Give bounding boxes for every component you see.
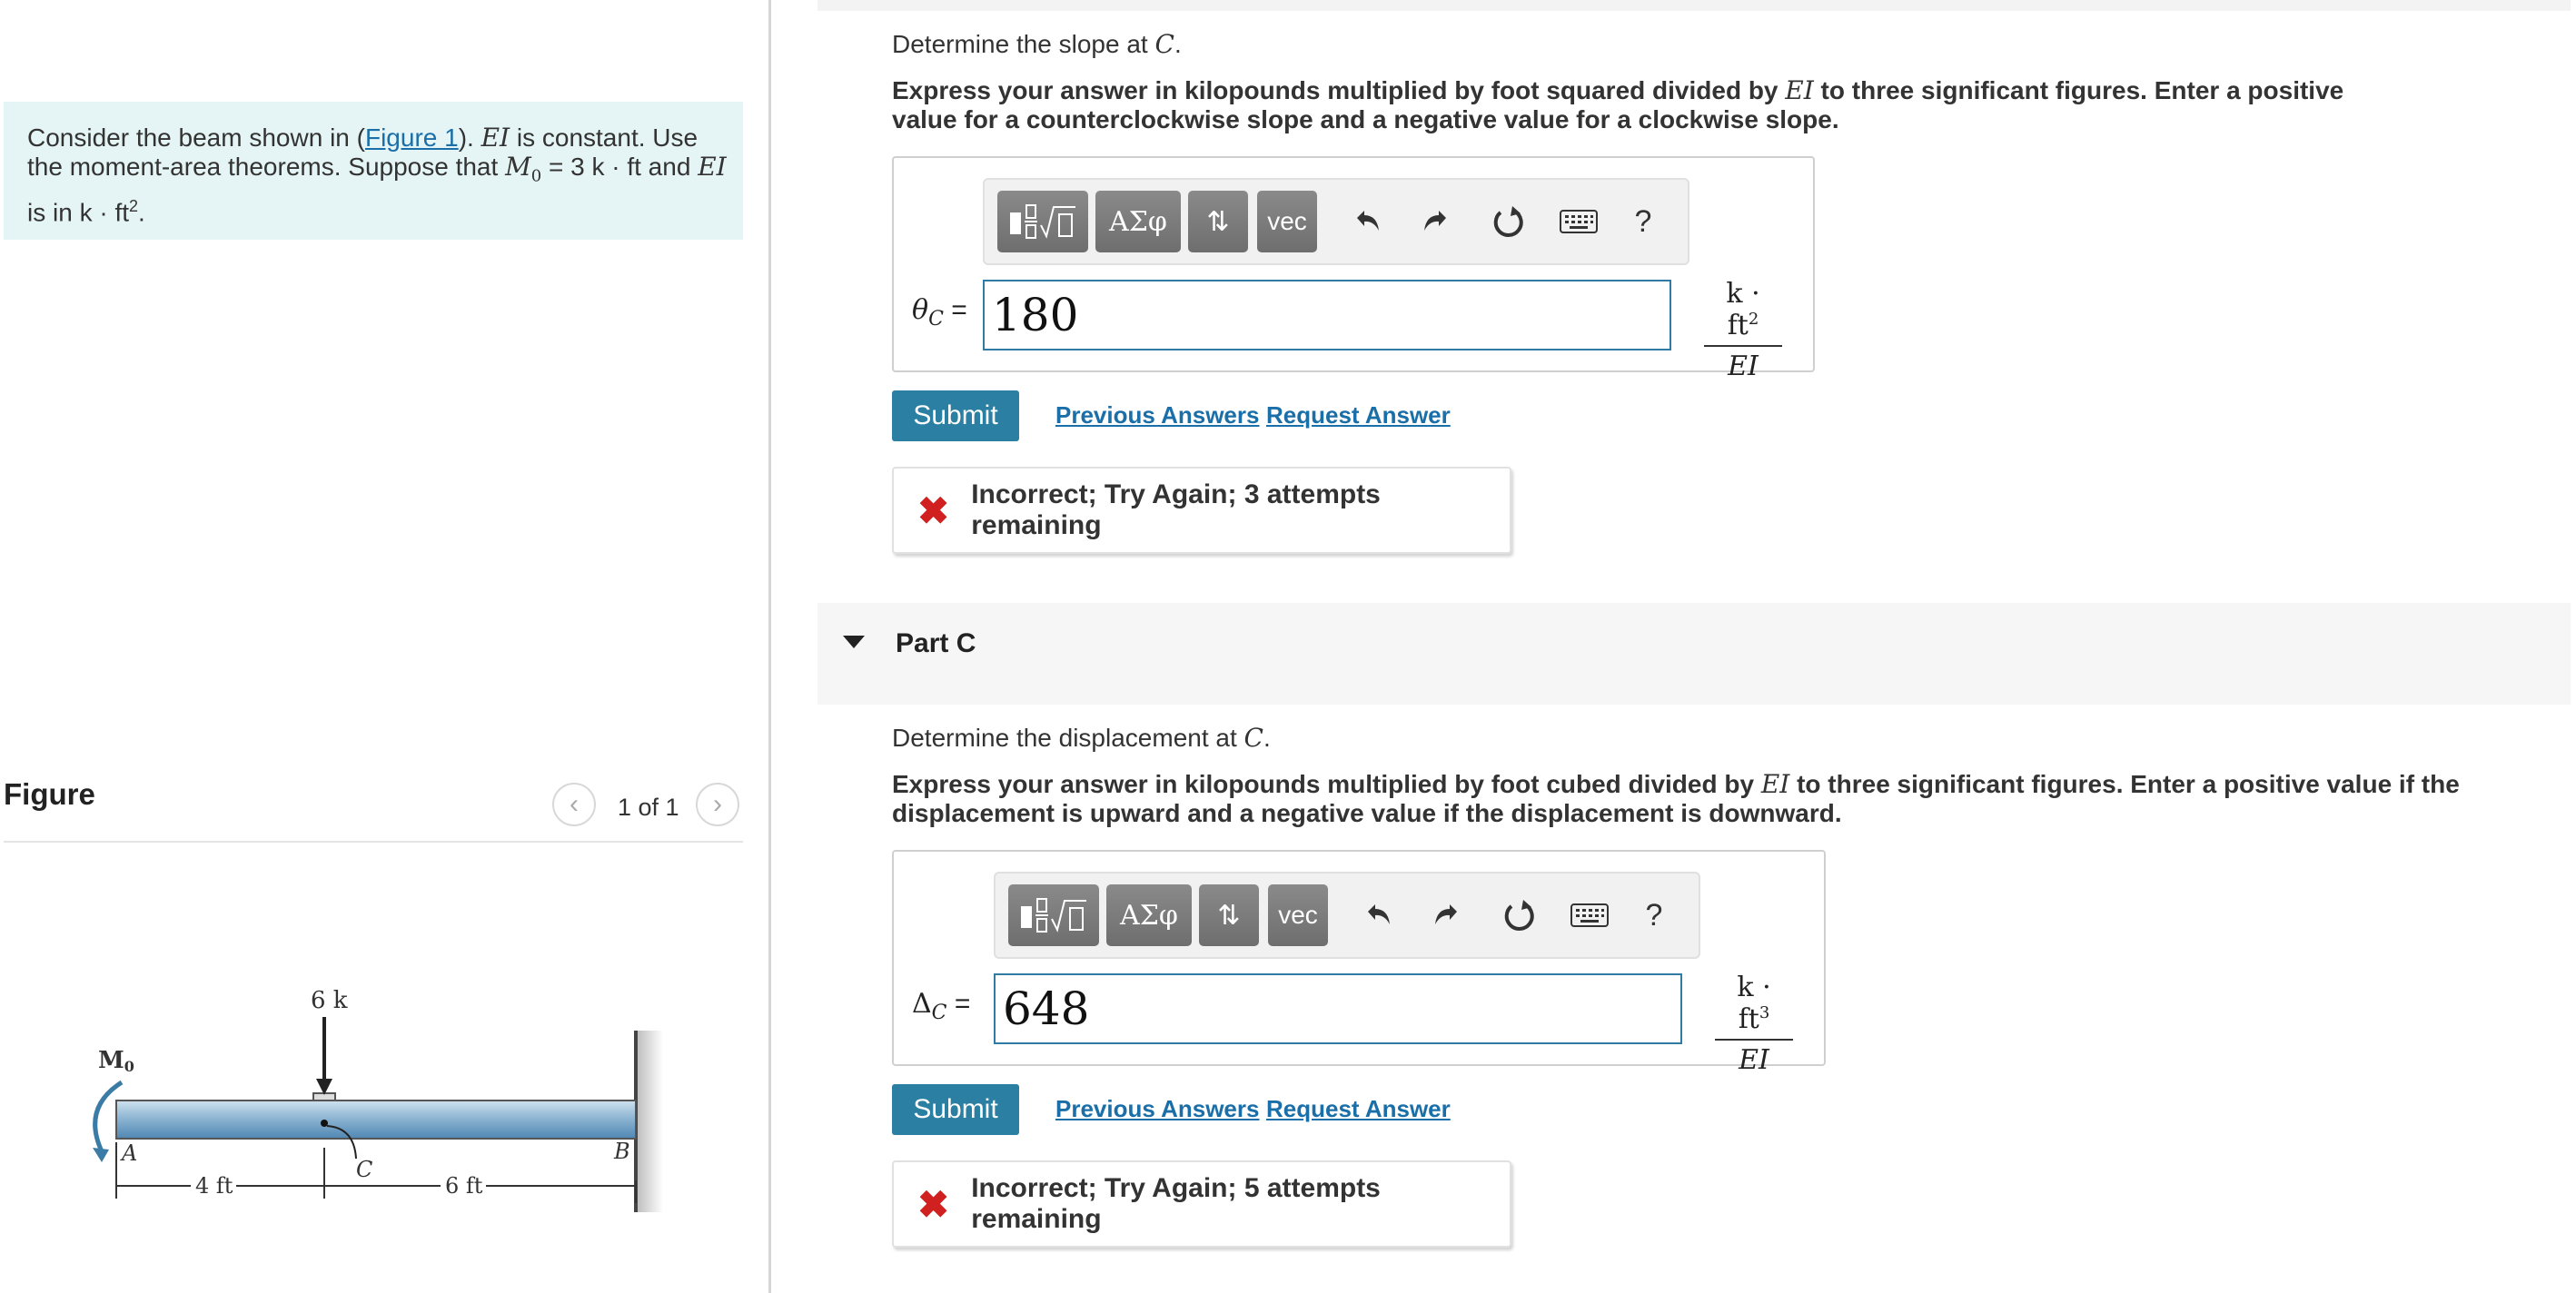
undo-button[interactable] bbox=[1350, 888, 1404, 943]
delta-c-input[interactable]: 648 bbox=[994, 973, 1682, 1044]
part-b-question-post: . bbox=[1174, 30, 1182, 58]
part-c-unit-exponent: 3 bbox=[1759, 1003, 1770, 1022]
part-c-previous-answers-link[interactable]: Previous Answers bbox=[1055, 1095, 1260, 1122]
problem-text bbox=[27, 123, 727, 227]
redo-button[interactable] bbox=[1421, 888, 1475, 943]
moment-label bbox=[98, 1047, 134, 1075]
problem-text-c: = 3 k · ft and bbox=[541, 153, 698, 181]
part-b-instructions bbox=[892, 76, 2400, 134]
part-c-feedback-text: Incorrect; Try Again; 5 attempts remaining bbox=[971, 1173, 1381, 1234]
fraction-sqrt-icon bbox=[1006, 202, 1079, 242]
theta-c-subscript: C bbox=[928, 308, 944, 331]
redo-button[interactable] bbox=[1410, 194, 1464, 249]
delta-c-equals: = bbox=[946, 989, 971, 1019]
part-b-math-toolbar bbox=[983, 178, 1689, 265]
part-c-unit-denominator: EI bbox=[1739, 1044, 1769, 1076]
point-c-marker bbox=[321, 1120, 328, 1127]
exponent-2: 2 bbox=[129, 196, 139, 215]
help-button[interactable]: ? bbox=[1645, 897, 1663, 933]
problem-text-d: is in k · ft bbox=[27, 197, 130, 226]
panel-divider bbox=[768, 0, 771, 1293]
m0-subscript: 0 bbox=[530, 166, 542, 186]
part-c-feedback bbox=[892, 1160, 1511, 1248]
theta-symbol: θ bbox=[912, 294, 929, 326]
moment-arrowhead bbox=[93, 1148, 109, 1162]
delta-symbol: Δ bbox=[912, 988, 932, 1020]
redo-icon bbox=[1419, 203, 1455, 240]
redo-icon bbox=[1430, 897, 1466, 933]
m0-symbol: M bbox=[505, 152, 531, 182]
fraction-sqrt-icon bbox=[1017, 895, 1090, 935]
beam-figure bbox=[82, 981, 663, 1226]
reset-icon bbox=[1490, 203, 1526, 240]
figure-1-link[interactable]: Figure 1 bbox=[364, 123, 459, 152]
part-c-answer-box bbox=[892, 850, 1826, 1076]
incorrect-icon: ✖ bbox=[917, 1182, 950, 1226]
keyboard-icon bbox=[1570, 902, 1610, 929]
part-c-instructions bbox=[892, 770, 2558, 828]
reset-button[interactable] bbox=[1491, 888, 1546, 943]
part-b-unit-num-text: k · ft bbox=[1726, 278, 1760, 341]
part-c-header[interactable] bbox=[817, 603, 2571, 705]
part-b-question bbox=[892, 29, 1182, 59]
ei-symbol-2: EI bbox=[698, 152, 727, 182]
greek-symbols-button[interactable]: ΑΣφ bbox=[1095, 191, 1181, 252]
undo-icon bbox=[1359, 897, 1395, 933]
part-c-unit-fraction-bar bbox=[1715, 1039, 1793, 1041]
incorrect-icon: ✖ bbox=[917, 489, 950, 532]
part-b-answer-box bbox=[892, 156, 1815, 382]
point-c-label: C bbox=[356, 1157, 373, 1182]
figure-next-button[interactable] bbox=[696, 783, 739, 826]
point-a-label: A bbox=[122, 1140, 138, 1166]
caret-down-icon[interactable] bbox=[843, 636, 865, 648]
beam bbox=[116, 1101, 636, 1139]
figure-title: Figure bbox=[4, 777, 95, 811]
part-b-request-answer-link[interactable]: Request Answer bbox=[1266, 401, 1451, 429]
load-label: 6 k bbox=[311, 987, 348, 1014]
part-b-inst-post: to three significant figures. Enter a positive value for a counterclockwise slope and a negative value for a clockwise slope. bbox=[892, 76, 2344, 133]
greek-symbols-button[interactable]: ΑΣφ bbox=[1106, 884, 1192, 946]
part-c-question-post: . bbox=[1263, 724, 1271, 752]
figure-divider bbox=[4, 841, 743, 843]
moment-label-sub: 0 bbox=[124, 1058, 134, 1075]
part-b-inst-pre: Express your answer in kilopounds multiplied by foot squared divided by bbox=[892, 76, 1786, 104]
wall-shading bbox=[636, 1031, 663, 1212]
part-b-feedback bbox=[892, 467, 1511, 554]
ei-symbol: EI bbox=[481, 123, 510, 153]
arrows-button[interactable]: ⇅ bbox=[1188, 191, 1248, 252]
part-b-question-var: C bbox=[1154, 29, 1174, 59]
part-c-unit-numerator bbox=[1715, 972, 1793, 1035]
part-c-request-answer-link[interactable]: Request Answer bbox=[1266, 1095, 1451, 1122]
part-c-math-toolbar bbox=[994, 872, 1700, 959]
theta-c-input[interactable]: 180 bbox=[983, 280, 1671, 350]
problem-intro: Consider the beam shown in ( bbox=[27, 123, 365, 152]
part-c-inst-post: to three significant figures. Enter a positive value if the displacement is upward and a negative value if the displacement is downward. bbox=[892, 770, 2460, 827]
part-c-question-pre: Determine the displacement at bbox=[892, 724, 1244, 752]
part-c-submit-button[interactable]: Submit bbox=[892, 1084, 1019, 1135]
dim-label-4ft: 4 ft bbox=[195, 1173, 233, 1199]
part-c-unit-num-text: k · ft bbox=[1737, 972, 1771, 1035]
undo-button[interactable] bbox=[1339, 194, 1393, 249]
vec-button[interactable]: vec bbox=[1268, 884, 1328, 946]
figure-prev-button[interactable] bbox=[552, 783, 596, 826]
part-b-question-pre: Determine the slope at bbox=[892, 30, 1155, 58]
undo-icon bbox=[1348, 203, 1384, 240]
chevron-left-icon: ‹ bbox=[570, 789, 579, 819]
reset-icon bbox=[1501, 897, 1537, 933]
delta-c-subscript: C bbox=[931, 1002, 947, 1024]
part-b-previous-answers-link[interactable]: Previous Answers bbox=[1055, 401, 1260, 429]
part-b-top-strip bbox=[817, 0, 2571, 11]
part-b-feedback-text: Incorrect; Try Again; 3 attempts remaining bbox=[971, 479, 1381, 540]
help-button[interactable]: ? bbox=[1634, 203, 1652, 239]
part-c-title: Part C bbox=[896, 628, 976, 658]
part-c-unit bbox=[1715, 972, 1793, 1076]
part-b-inst-var: EI bbox=[1785, 75, 1814, 105]
problem-text-a: ). bbox=[458, 123, 481, 152]
part-c-question-var: C bbox=[1243, 723, 1263, 753]
arrows-button[interactable]: ⇅ bbox=[1199, 884, 1259, 946]
templates-button[interactable] bbox=[997, 191, 1088, 252]
keyboard-icon bbox=[1559, 208, 1599, 235]
point-b-label: B bbox=[614, 1139, 630, 1164]
theta-c-label bbox=[912, 294, 967, 331]
part-c-inst-var: EI bbox=[1760, 769, 1790, 799]
part-b-unit-numerator bbox=[1704, 278, 1782, 341]
moment-label-m: M bbox=[98, 1047, 124, 1074]
reset-button[interactable] bbox=[1481, 194, 1535, 249]
keyboard-button[interactable] bbox=[1550, 194, 1608, 249]
delta-c-label bbox=[912, 988, 970, 1024]
figure-counter: 1 of 1 bbox=[618, 794, 679, 821]
dim-label-6ft: 6 ft bbox=[445, 1173, 483, 1199]
problem-text-b: is constant. Use the moment-area theorems. Suppose that bbox=[27, 123, 698, 181]
part-b-submit-button[interactable]: Submit bbox=[892, 390, 1019, 441]
vec-button[interactable]: vec bbox=[1257, 191, 1317, 252]
part-b-unit-fraction-bar bbox=[1704, 345, 1782, 347]
part-b-unit-denominator: EI bbox=[1728, 350, 1759, 382]
templates-button[interactable] bbox=[1008, 884, 1099, 946]
theta-c-equals: = bbox=[943, 295, 967, 325]
chevron-right-icon: › bbox=[713, 789, 722, 819]
problem-text-e: . bbox=[138, 197, 145, 226]
part-b-unit-exponent: 2 bbox=[1748, 310, 1759, 329]
part-c-inst-pre: Express your answer in kilopounds multiplied by foot cubed divided by bbox=[892, 770, 1761, 798]
part-b-unit bbox=[1704, 278, 1782, 382]
part-c-question bbox=[892, 723, 1271, 753]
keyboard-button[interactable] bbox=[1560, 888, 1619, 943]
